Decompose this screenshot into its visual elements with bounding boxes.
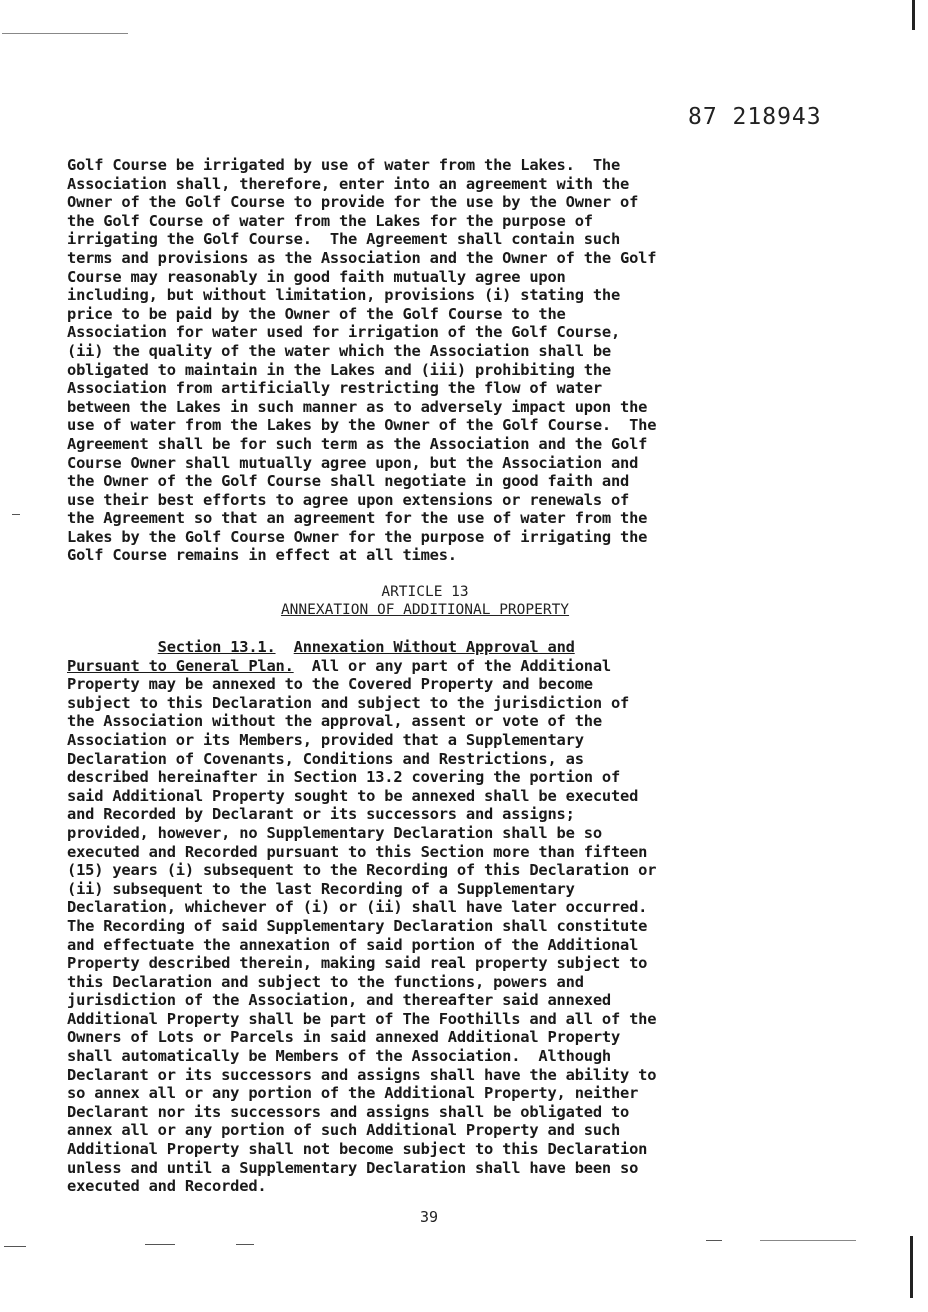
text-line: use their best efforts to agree upon extensions or renewals of [67,490,630,509]
text-line: Golf Course be irrigated by use of water from the Lakes. The [67,156,621,174]
text-line: Additional Property shall be part of The Foothills and all of the [67,1009,657,1028]
text-line: the Association without the approval, assent or vote of the [67,712,602,731]
text-line: terms and provisions as the Association and the Owner of the Golf [67,248,657,267]
text-line: (15) years (i) subsequent to the Recording of this Declaration or [67,861,657,880]
scan-speck [236,1244,254,1245]
text-line: the Agreement so that an agreement for the use of water from the [67,509,648,528]
text-line: and Recorded by Declarant or its successors and assigns; [67,805,575,824]
text-line: including, but without limitation, provisions (i) stating the [67,286,621,305]
document-number: 87 218943 [688,104,822,130]
text-line: Declaration of Covenants, Conditions and Restrictions, as [67,749,584,768]
text-line: Course Owner shall mutually agree upon, but the Association and [67,453,639,472]
text-line: provided, however, no Supplementary Declaration shall be so [67,823,602,842]
text-line: the Owner of the Golf Course shall negotiate in good faith and [67,472,630,491]
text-line: Declaration, whichever of (i) or (ii) shall have later occurred. [67,898,648,917]
scan-speck [760,1240,856,1241]
text-line: price to be paid by the Owner of the Golf Course to the [67,304,566,323]
text-line: The Recording of said Supplementary Declaration shall constitute [67,916,648,935]
text-line: jurisdiction of the Association, and thereafter said annexed [67,991,611,1010]
article-label: ARTICLE 13 [381,584,469,600]
text-line: unless and until a Supplementary Declaration shall have been so [67,1158,639,1177]
section-second-line: Pursuant to General Plan. All or any part of the Additional [67,656,611,675]
scan-speck [12,514,20,515]
text-line: said Additional Property sought to be annexed shall be executed [67,786,639,805]
text-line: Property described therein, making said real property subject to [67,954,648,973]
page-number: 39 [420,1208,439,1226]
article-heading [0,583,850,619]
text-line: Additional Property shall not become subject to this Declaration [67,1140,648,1159]
article-title: ANNEXATION OF ADDITIONAL PROPERTY [280,602,570,618]
scan-edge-mark-top [912,0,915,30]
text-line: this Declaration and subject to the functions, powers and [67,972,584,991]
text-line: Declarant nor its successors and assigns shall be obligated to [67,1102,630,1121]
text-line: described hereinafter in Section 13.2 covering the portion of [67,768,621,787]
paragraph-golf-course-water [67,156,797,565]
text-line: Association shall, therefore, enter into an agreement with the [67,174,630,193]
text-line: Declarant or its successors and assigns shall have the ability to [67,1065,657,1084]
section-heading-part2: Pursuant to General Plan. [67,656,294,675]
text-line: Association or its Members, provided that a Supplementary [67,730,584,749]
text-line: and effectuate the annexation of said portion of the Additional [67,935,639,954]
text-line: so annex all or any portion of the Additional Property, neither [67,1084,639,1103]
scan-speck [4,1246,26,1247]
text-line: executed and Recorded pursuant to this Section more than fifteen [67,842,648,861]
text-line: Lakes by the Golf Course Owner for the purpose of irrigating the [67,527,648,546]
text-line: irrigating the Golf Course. The Agreement shall contain such [67,230,621,249]
text-line: use of water from the Lakes by the Owner of the Golf Course. The [67,416,657,435]
text-line: Association for water used for irrigation of the Golf Course, [67,323,621,342]
text-line: Association from artificially restricting the flow of water [67,379,602,398]
text-line: shall automatically be Members of the Association. Although [67,1047,611,1066]
text-line: Property may be annexed to the Covered Property and become [67,675,593,694]
text-line: obligated to maintain in the Lakes and (iii) prohibiting the [67,360,611,379]
text-line: between the Lakes in such manner as to adversely impact upon the [67,397,648,416]
text-line: (ii) subsequent to the last Recording of a Supplementary [67,879,575,898]
text-line: the Golf Course of water from the Lakes for the purpose of [67,211,593,230]
section-heading-part1: Annexation Without Approval and [293,638,575,656]
scan-edge-mark-bottom [910,1236,913,1298]
section-first-line [67,638,797,657]
text-line: executed and Recorded. [67,1177,267,1196]
text-line: Owner of the Golf Course to provide for the use by the Owner of [67,193,639,212]
text-line: Course may reasonably in good faith mutually agree upon [67,267,566,286]
text-line: subject to this Declaration and subject to the jurisdiction of [67,693,630,712]
text-line: Golf Course remains in effect at all times. [67,546,457,565]
text-line: annex all or any portion of such Additional Property and such [67,1121,621,1140]
scan-speck [2,33,128,34]
scan-speck [145,1244,175,1245]
scan-speck [706,1240,722,1241]
text-line: Owners of Lots or Parcels in said annexed Additional Property [67,1028,621,1047]
text-line: Agreement shall be for such term as the Association and the Golf [67,434,648,453]
section-13-1-paragraph [67,638,797,1196]
section-number: Section 13.1. [157,638,276,656]
text-line: (ii) the quality of the water which the Association shall be [67,341,611,360]
